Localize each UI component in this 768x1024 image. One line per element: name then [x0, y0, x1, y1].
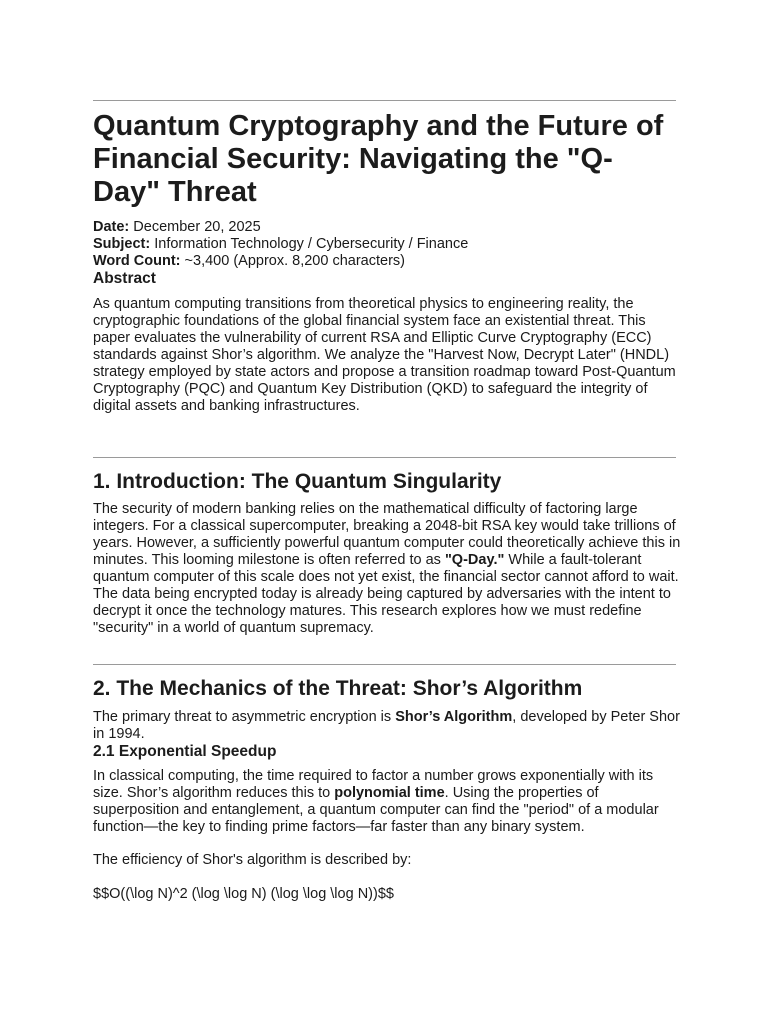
subsection-text-part: In classical computing, the time required to factor a number grows exponentially with its size. Shor’s algorithm reduces this to [93, 768, 654, 801]
section-1-text-part: While a fault-tolerant quantum computer of this scale does not yet exist, the financial sector cannot afford to wait. The data being encrypted today is already being captured by adversaries with the intent to decrypt it once the technology matures. This research explores how we must redefine "security" in a world of quantum supremacy. [93, 552, 679, 636]
meta-subject-label: Subject: [93, 236, 151, 252]
section-2-heading: 2. The Mechanics of the Threat: Shor’s Algorithm [93, 677, 583, 700]
meta-subject-value: Information Technology / Cybersecurity / Finance [150, 236, 469, 252]
meta-subject [93, 236, 676, 253]
top-divider [93, 100, 676, 101]
section-2-intro-part: , developed by Peter Shor in 1994. [93, 709, 680, 742]
polynomial-time-term: polynomial time [334, 785, 445, 801]
shors-algorithm-term: Shor’s Algorithm [395, 709, 513, 725]
meta-wordcount-value: ~3,400 (Approx. 8,200 characters) [180, 253, 405, 269]
abstract-heading: Abstract [93, 270, 156, 287]
section-2-intro [93, 709, 683, 743]
meta-date [93, 219, 676, 236]
section-1-text [93, 501, 683, 637]
subsection-text-part: . Using the properties of superposition and entanglement, a quantum computer can find the "period" of a modular function—the key to finding prime factors—far faster than any binary system. [93, 785, 659, 835]
meta-date-label: Date: [93, 219, 130, 235]
meta-word-count [93, 253, 676, 270]
section-divider [93, 664, 676, 665]
meta-date-value: December 20, 2025 [129, 219, 261, 235]
meta-wordcount-label: Word Count: [93, 253, 181, 269]
q-day-term: "Q-Day." [444, 552, 505, 568]
section-2-intro-part: The primary threat to asymmetric encryption is [93, 709, 396, 725]
subsection-2-1-heading: 2.1 Exponential Speedup [93, 743, 277, 760]
efficiency-text: The efficiency of Shor's algorithm is described by: [93, 852, 412, 868]
abstract-text: As quantum computing transitions from theoretical physics to engineering reality, the cryptographic foundations of the global financial system face an existential threat. This paper evaluates the vulnerability of current RSA and Elliptic Curve Cryptography (ECC) standards against Shor’s algorithm. We analyze the "Harvest Now, Decrypt Later" (HNDL) strategy employed by state actors and propose a transition roadmap toward Post-Quantum Cryptography (PQC) and Quantum Key Distribution (QKD) to safeguard the integrity of digital assets and banking infrastructures. [93, 296, 676, 414]
subsection-2-1-text [93, 768, 683, 836]
section-divider [93, 457, 676, 458]
section-1-text-part: The security of modern banking relies on the mathematical difficulty of factoring large integers. For a classical supercomputer, breaking a 2048-bit RSA key would take trillions of years. However, a sufficiently powerful quantum computer could theoretically achieve this in minutes. This looming milestone is often referred to as [93, 501, 681, 568]
document-title: Quantum Cryptography and the Future of Financial Security: Navigating the "Q-Day" Threat [93, 110, 664, 208]
complexity-formula: $$O((\log N)^2 (\log \log N) (\log \log \log N))$$ [93, 886, 394, 902]
section-1-heading: 1. Introduction: The Quantum Singularity [93, 470, 502, 493]
